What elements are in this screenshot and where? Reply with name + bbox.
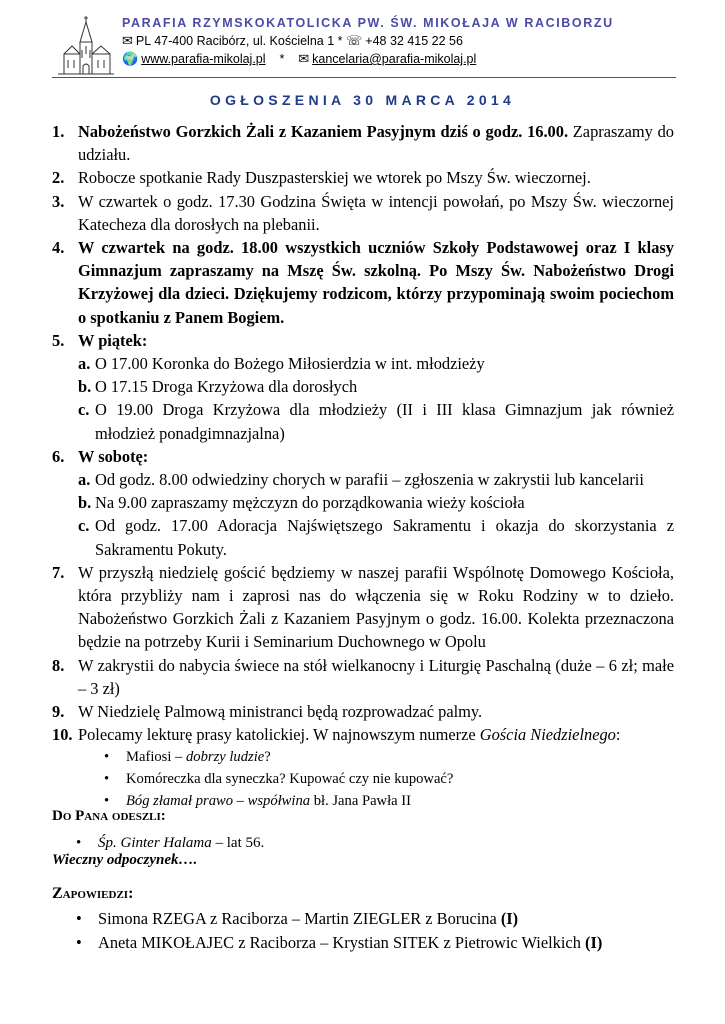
contact-line xyxy=(122,32,614,50)
list-item: 7. W przyszłą niedzielę gościć będziemy w naszej parafii Wspólnotę Domowego Kościoła, która przybliży nam i zaprosi nas do włączenia się w Roku Rodziny w to dzieło. Nabożeństwo Gorzkich Żali z Kazaniem Pasyjnym o godz. 16.00. Kolekta przeznaczona będzie na potrzeby Kurii i Seminarium Duchownego w Opolu xyxy=(52,562,674,652)
bullet-item: • Bóg złamał prawo – współwina bł. Jana Pawła II xyxy=(102,790,674,812)
bullet-icon: • xyxy=(76,909,82,928)
web-line xyxy=(122,50,614,68)
list-item: 10. Polecamy lekturę prasy katolickiej. W najnowszym numerze Gościa Niedzielnego: • Mafiosi – dobrzy ludzie? • Komóreczka dla syneczka? Kupować czy nie kupować? • Bóg złamał prawo – współwina bł. Jana Pawła II xyxy=(52,723,674,812)
list-item: 2. Robocze spotkanie Rady Duszpasterskiej we wtorek po Mszy Św. wieczornej. xyxy=(52,166,674,189)
sub-item: c. Od godz. 17.00 Adoracja Najświętszego Sakramentu i okazja do skorzystania z Sakramentu Pokuty. xyxy=(78,516,674,559)
header-divider xyxy=(52,77,676,78)
bullet-item: • Simona RZEGA z Raciborza – Martin ZIEGLER z Borucina (I) xyxy=(74,907,674,931)
item-number: 6. xyxy=(52,446,65,466)
list-item: 6. W sobotę: a. Od godz. 8.00 odwiedziny chorych w parafii – zgłoszenia w zakrystii lub kancelarii b. Na 9.00 zapraszamy mężczyzn do porządkowania wieży kościoła c. Od godz. 17.00 Adoracja Najświętszego Sakramentu i okazja do skorzystania z Sakramentu Pokuty. xyxy=(52,445,674,561)
globe-icon: 🌍 xyxy=(122,51,139,66)
section-title-banns: Zapowiedzi: xyxy=(52,885,134,902)
separator: * xyxy=(279,52,285,66)
sub-item: a. Od godz. 8.00 odwiedziny chorych w parafii – zgłoszenia w zakrystii lub kancelarii xyxy=(78,470,644,490)
bullet-icon: • xyxy=(104,749,110,766)
item-number: 7. xyxy=(52,562,65,582)
closing-phrase: Wieczny odpoczynek…. xyxy=(52,852,198,868)
list-item: 1. Nabożeństwo Gorzkich Żali z Kazaniem Pasyjnym dziś o godz. 16.00. Zapraszamy do udziału. xyxy=(52,122,674,165)
list-item: 9. W Niedzielę Palmową ministranci będą rozprowadzać palmy. xyxy=(52,700,674,723)
bullet-item: • Aneta MIKOŁAJEC z Raciborza – Krystian SITEK z Pietrowic Wielkich (I) xyxy=(74,931,674,955)
email-link[interactable]: kancelaria@parafia-mikolaj.pl xyxy=(312,52,477,66)
list-item: 4. W czwartek na godz. 18.00 wszystkich uczniów Szkoły Podstawowej oraz I klasy Gimnazjum zapraszamy na Mszę Św. szkolną. Po Mszy Św. Nabożeństwo Drogi Krzyżowej dla dzieci. Dziękujemy rodzicom, którzy przypominają swoim pociechom o spotkaniu z Panem Bogiem. xyxy=(52,238,674,327)
sub-item: b. Na 9.00 zapraszamy mężczyzn do porządkowania wieży kościoła xyxy=(78,493,525,513)
announcements-list xyxy=(52,120,674,812)
item-number: 2. xyxy=(52,168,65,188)
item-number: 1. xyxy=(52,122,65,141)
bullet-item: • Komóreczka dla syneczka? Kupować czy nie kupować? xyxy=(102,768,674,790)
deceased-list xyxy=(52,832,674,854)
sub-item: a. O 17.00 Koronka do Bożego Miłosierdzia w int. młodzieży xyxy=(78,354,485,374)
bullet-icon: • xyxy=(76,835,82,851)
item-number: 5. xyxy=(52,330,65,350)
parish-name: PARAFIA RZYMSKOKATOLICKA PW. ŚW. MIKOŁAJA W RACIBORZU xyxy=(122,16,614,30)
item-number: 10. xyxy=(52,725,73,745)
bullet-item: • Mafiosi – dobrzy ludzie? xyxy=(102,746,674,768)
envelope-icon: ✉ xyxy=(122,33,133,48)
banns-list xyxy=(52,907,674,955)
bullet-icon: • xyxy=(104,771,110,788)
letterhead xyxy=(52,14,676,78)
bullet-icon: • xyxy=(104,793,110,810)
list-item: 3. W czwartek o godz. 17.30 Godzina Święta w intencji powołań, po Mszy Św. wieczornej Katecheza dla dorosłych na plebanii. xyxy=(52,191,674,234)
section-title-deceased: Do Pana odeszli: xyxy=(52,808,166,824)
bullet-item: • Śp. Ginter Halama – lat 56. xyxy=(74,832,674,854)
church-logo-icon xyxy=(56,14,116,76)
phone: +48 32 415 22 56 xyxy=(365,34,463,48)
mail-icon: ✉ xyxy=(298,51,310,66)
item-number: 3. xyxy=(52,191,65,211)
phone-icon: ☏ xyxy=(346,33,363,48)
item-number: 9. xyxy=(52,702,65,722)
sub-item: b. O 17.15 Droga Krzyżowa dla dorosłych xyxy=(78,377,358,397)
website-link[interactable]: www.parafia-mikolaj.pl xyxy=(141,52,266,66)
bullet-icon: • xyxy=(76,933,82,952)
list-item: 5. W piątek: a. O 17.00 Koronka do Bożego Miłosierdzia w int. młodzieży b. O 17.15 Droga Krzyżowa dla dorosłych c. O 19.00 Droga Krzyżowa dla młodzieży (II i III klasa Gimnazjum jak również młodzież ponadgimnazjalna) xyxy=(52,329,674,445)
item-number: 4. xyxy=(52,238,65,258)
address: PL 47-400 Racibórz, ul. Kościelna 1 * xyxy=(135,34,343,48)
list-item: 8. W zakrystii do nabycia świece na stół wielkanocny i Liturgię Paschalną (duże – 6 zł; małe – 3 zł) xyxy=(52,655,674,698)
page-title: OGŁOSZENIA 30 MARCA 2014 xyxy=(209,92,516,108)
item-number: 8. xyxy=(52,655,65,675)
sub-item: c. O 19.00 Droga Krzyżowa dla młodzieży (II i III klasa Gimnazjum jak również młodzież ponadgimnazjalna) xyxy=(78,400,674,443)
